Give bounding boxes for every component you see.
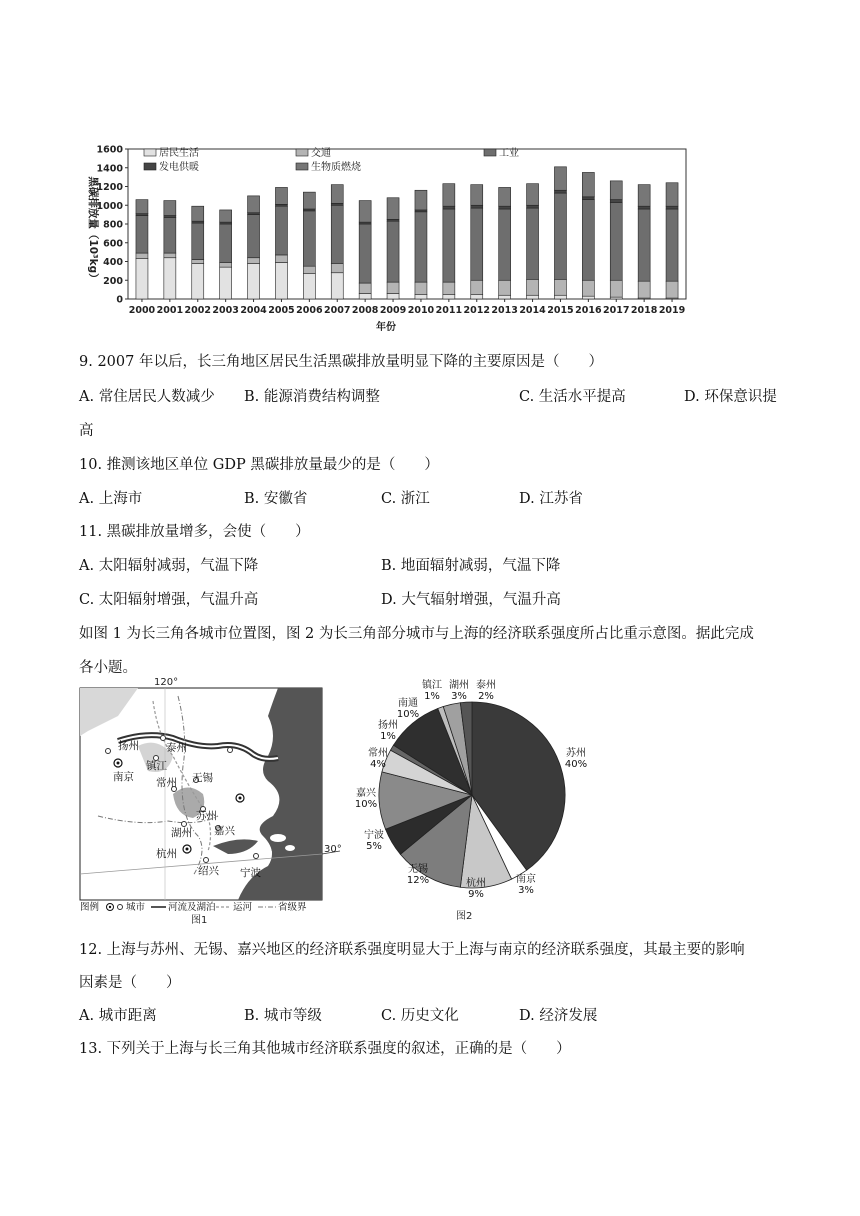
bar-segment	[331, 185, 343, 204]
bar-segment	[192, 206, 204, 221]
bar-segment	[415, 190, 427, 210]
bar-segment	[582, 172, 594, 196]
bar-segment	[303, 211, 315, 266]
bar-segment	[499, 206, 511, 209]
bar-segment	[220, 210, 232, 222]
bar-segment	[331, 273, 343, 299]
bar-segment	[359, 293, 371, 299]
pie-slices	[379, 702, 565, 888]
y-tick-label: 1400	[96, 163, 123, 175]
svg-text:省级界: 省级界	[278, 902, 307, 913]
x-tick-label: 2016	[575, 305, 602, 316]
svg-text:湖州: 湖州	[171, 827, 192, 839]
map-legend	[80, 901, 307, 913]
bar-segment	[610, 181, 622, 200]
y-tick-label: 400	[103, 257, 123, 268]
bar-segment	[136, 200, 148, 214]
bar-segment	[248, 258, 260, 264]
legend-swatch	[484, 149, 496, 156]
bar-segment	[331, 205, 343, 263]
bar-segment	[554, 193, 566, 279]
bar-segment	[443, 184, 455, 207]
svg-text:绍兴: 绍兴	[198, 865, 219, 877]
bar-segment	[248, 263, 260, 299]
q10-option-c[interactable]: C. 浙江	[381, 491, 430, 507]
x-tick-label: 2003	[212, 305, 239, 316]
q10-option-d[interactable]: D. 江苏省	[519, 491, 583, 507]
pie-slice-percent: 1%	[424, 691, 440, 702]
y-tick-label: 1000	[96, 200, 123, 212]
bar-segment	[359, 283, 371, 293]
x-tick-label: 2017	[603, 305, 630, 316]
bar-segment	[471, 185, 483, 206]
bar-segment	[415, 282, 427, 294]
q9-option-d[interactable]: D. 环保意识提	[684, 389, 777, 405]
bar-segment	[192, 223, 204, 260]
q11-option-a[interactable]: A. 太阳辐射减弱，气温下降	[79, 558, 259, 574]
svg-text:常州: 常州	[156, 777, 177, 789]
q9-option-b[interactable]: B. 能源消费结构调整	[244, 389, 380, 405]
legend-label: 居民生活	[159, 148, 199, 159]
bar-segment	[275, 255, 287, 263]
x-tick-label: 2002	[184, 305, 211, 316]
x-tick-label: 2019	[658, 305, 686, 316]
bar-segment	[136, 216, 148, 254]
bar-segment	[554, 295, 566, 299]
pie-slice-name: 无锡	[408, 864, 428, 875]
y-axis-label: 黑碳排放量（10³kg）	[87, 176, 99, 284]
svg-text:上海: 上海	[248, 793, 269, 805]
map-city-jiaxing	[214, 824, 235, 837]
bar-segment	[666, 206, 678, 209]
bar-segment	[499, 280, 511, 295]
bar-segment	[248, 215, 260, 258]
bar-segment	[610, 202, 622, 280]
pie-slice-name: 嘉兴	[356, 788, 376, 799]
y-tick-label: 200	[103, 275, 123, 287]
pie-slice-name: 泰州	[476, 680, 496, 691]
x-tick-label: 2018	[630, 305, 658, 316]
pie-slice-name: 杭州	[466, 878, 486, 889]
bar-segment	[164, 258, 176, 299]
pie-slice-percent: 9%	[468, 889, 484, 900]
y-tick-label: 1200	[96, 182, 123, 193]
q11-option-d[interactable]: D. 大气辐射增强，气温升高	[381, 592, 561, 608]
x-tick-label: 2011	[435, 305, 463, 316]
bar-segment	[303, 192, 315, 209]
pie-slice-percent: 4%	[370, 759, 386, 770]
x-tick-label: 2001	[156, 305, 184, 316]
bar-segment	[471, 205, 483, 208]
q11-option-c[interactable]: C. 太阳辐射增强，气温升高	[79, 592, 259, 608]
q11-option-b[interactable]: B. 地面辐射减弱，气温下降	[381, 558, 561, 574]
bar-segment	[527, 295, 539, 299]
svg-text:南通: 南通	[213, 755, 234, 767]
bar-segment	[471, 208, 483, 280]
question-13-stem: 13. 下列关于上海与长三角其他城市经济联系强度的叙述，正确的是（ ）	[79, 1041, 571, 1057]
legend-swatch	[144, 149, 156, 156]
legend-label: 生物质燃烧	[311, 162, 361, 173]
bar-segment	[220, 262, 232, 267]
bar-segment	[527, 279, 539, 295]
pie-slice-name: 南京	[516, 874, 536, 885]
legend-swatch	[296, 163, 308, 170]
bar-segment	[471, 294, 483, 299]
bar-segment	[192, 263, 204, 299]
intro-text-line-1: 如图 1 为长三角各城市位置图，图 2 为长三角部分城市与上海的经济联系强度所占比重示意图。据此完成	[79, 626, 754, 642]
bar-segment	[582, 200, 594, 281]
pie-slice-percent: 3%	[451, 691, 467, 702]
bar-segment	[136, 259, 148, 299]
x-tick-label: 2014	[519, 305, 546, 316]
pie-slice-name: 常州	[368, 748, 388, 759]
bar-segment	[638, 209, 650, 281]
bar-segment	[387, 293, 399, 299]
q12-option-d[interactable]: D. 经济发展	[519, 1008, 598, 1024]
pie-slice-percent: 12%	[406, 875, 430, 886]
x-tick-label: 2008	[351, 305, 379, 316]
pie-slice-percent: 2%	[478, 691, 494, 702]
bar-segment	[638, 206, 650, 209]
bar-segment	[638, 281, 650, 298]
x-tick-label: 2004	[240, 305, 267, 316]
svg-text:泰州: 泰州	[166, 742, 187, 754]
pie-slice-percent: 1%	[380, 731, 396, 742]
bar-segment	[527, 205, 539, 208]
bar-segment	[499, 295, 511, 299]
pie-slice-percent: 10%	[396, 709, 420, 720]
x-axis-label: 年份	[376, 322, 396, 333]
bar-segment	[387, 198, 399, 220]
pie-slice-name: 宁波	[364, 830, 384, 841]
q12-option-b[interactable]: B. 城市等级	[244, 1008, 322, 1024]
bar-segment	[303, 266, 315, 274]
bar-segment	[387, 282, 399, 293]
bar-segment	[582, 280, 594, 296]
bar-segment	[443, 282, 455, 294]
bar-segment	[610, 280, 622, 297]
legend-swatch	[296, 149, 308, 156]
bar-segment	[387, 221, 399, 282]
pie-slice-name: 苏州	[566, 748, 586, 759]
svg-text:运河: 运河	[233, 902, 253, 913]
question-12-stem-continued: 因素是（ ）	[79, 975, 181, 991]
svg-text:图例: 图例	[80, 902, 100, 913]
bar-segment	[443, 209, 455, 282]
yangtze-delta-map	[78, 676, 348, 926]
x-tick-label: 2013	[491, 305, 518, 316]
map-caption: 图1	[191, 915, 208, 926]
x-tick-label: 2000	[128, 305, 156, 316]
bar-segment	[136, 253, 148, 259]
question-12-stem: 12. 上海与苏州、无锡、嘉兴地区的经济联系强度明显大于上海与南京的经济联系强度，其最主要的影响	[79, 942, 745, 958]
legend-swatch	[144, 163, 156, 170]
bar-segment	[275, 206, 287, 255]
svg-text:南京: 南京	[113, 771, 134, 783]
question-10-stem: 10. 推测该地区单位 GDP 黑碳排放量最少的是（ ）	[79, 457, 439, 473]
pie-slice-percent: 10%	[354, 799, 378, 810]
bar-segment	[582, 197, 594, 200]
bar-segment	[275, 262, 287, 299]
question-11-stem: 11. 黑碳排放量增多，会使（ ）	[79, 524, 310, 540]
bar-segment	[554, 167, 566, 190]
bar-segment	[527, 208, 539, 279]
svg-text:嘉兴: 嘉兴	[214, 825, 235, 837]
q12-option-a[interactable]: A. 城市距离	[79, 1008, 157, 1024]
x-tick-label: 2009	[379, 305, 407, 316]
bar-segment	[275, 187, 287, 204]
bar-segment	[248, 196, 260, 213]
map-longitude-label: 120°	[154, 677, 179, 688]
svg-text:河流及湖泊: 河流及湖泊	[168, 902, 216, 913]
x-tick-label: 2007	[324, 305, 351, 316]
legend-label: 交通	[311, 148, 331, 159]
bar-segment	[359, 201, 371, 223]
bar-segment	[164, 201, 176, 216]
svg-text:宁波: 宁波	[240, 867, 261, 879]
bar-segment	[471, 280, 483, 294]
bar-segment	[331, 263, 343, 272]
bar-segment	[527, 184, 539, 206]
bar-segment	[554, 190, 566, 193]
pie-slice-percent: 5%	[366, 841, 382, 852]
pie-caption: 图2	[456, 911, 473, 922]
pie-slice-name: 扬州	[378, 720, 398, 731]
pie-slice-percent: 40%	[564, 759, 588, 770]
q9-option-c[interactable]: C. 生活水平提高	[519, 389, 626, 405]
q12-option-c[interactable]: C. 历史文化	[381, 1008, 459, 1024]
bar-segment	[582, 296, 594, 299]
map-city-wuxi	[192, 771, 213, 784]
economic-link-pie-chart	[350, 676, 600, 926]
pie-slice-name: 湖州	[449, 680, 469, 691]
bar-segment	[415, 294, 427, 299]
bar-segment	[666, 281, 678, 298]
pie-slice-name: 南通	[398, 698, 418, 709]
bar-segment	[610, 200, 622, 203]
black-carbon-bar-chart	[78, 140, 696, 335]
q9-option-a[interactable]: A. 常住居民人数减少	[79, 389, 215, 405]
bar-segment	[554, 279, 566, 295]
q9-option-d-continued: 高	[79, 423, 94, 439]
bar-segment	[415, 212, 427, 282]
svg-text:苏州: 苏州	[196, 810, 217, 822]
bar-segment	[164, 217, 176, 253]
svg-text:杭州: 杭州	[156, 848, 177, 860]
bar-segment	[220, 267, 232, 299]
x-tick-label: 2010	[407, 305, 435, 316]
bar-segment	[303, 274, 315, 299]
legend-label: 发电供暖	[159, 162, 199, 173]
bar-segment	[499, 187, 511, 206]
question-9-stem: 9. 2007 年以后，长三角地区居民生活黑碳排放量明显下降的主要原因是（ ）	[79, 354, 603, 370]
bar-segment	[638, 185, 650, 207]
bar-segment	[499, 209, 511, 280]
bar-segment	[443, 294, 455, 299]
bar-segment	[359, 224, 371, 283]
x-tick-label: 2015	[547, 305, 574, 316]
x-tick-label: 2005	[268, 305, 295, 316]
bar-segment	[220, 224, 232, 262]
bar-segment	[443, 206, 455, 209]
y-tick-label: 0	[116, 294, 123, 306]
svg-text:城市: 城市	[126, 902, 146, 913]
y-tick-label: 600	[103, 238, 123, 250]
legend-label: 工业	[499, 148, 519, 159]
y-tick-label: 1600	[96, 144, 123, 156]
x-tick-label: 2006	[296, 305, 323, 316]
bar-segment	[666, 209, 678, 281]
svg-text:镇江: 镇江	[146, 760, 167, 772]
q10-option-b[interactable]: B. 安徽省	[244, 491, 308, 507]
bar-segment	[666, 183, 678, 206]
y-tick-label: 800	[103, 219, 123, 231]
bar-segment	[164, 253, 176, 258]
svg-text:扬州: 扬州	[118, 740, 139, 752]
x-tick-label: 2012	[463, 305, 490, 316]
pie-slice-name: 镇江	[422, 680, 442, 691]
map-latitude-label: 30°	[324, 844, 342, 855]
q10-option-a[interactable]: A. 上海市	[79, 491, 143, 507]
svg-text:无锡: 无锡	[192, 772, 213, 784]
bar-segment	[192, 260, 204, 264]
pie-slice-percent: 3%	[518, 885, 534, 896]
intro-text-line-2: 各小题。	[79, 660, 137, 676]
